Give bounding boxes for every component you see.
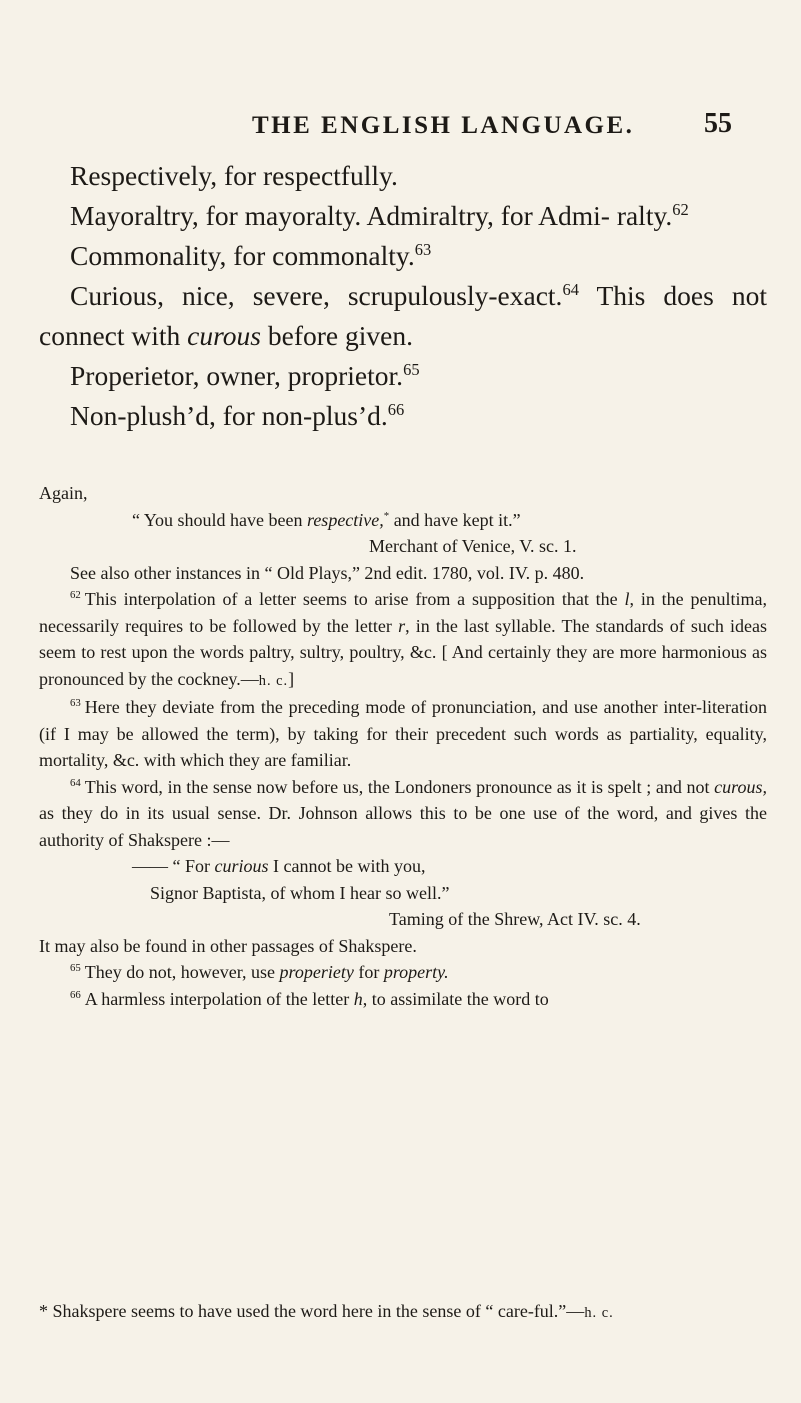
note-64: $^{64}$ This word, in the sense now before us, the Londoners pronounce as it is spelt ; and not curous, as they do in its usual sense. Dr. Johnson allows this to be one use of the word, and gives the authority of Shakspere :— — [39, 776, 767, 850]
footnote-ref: 63 — [414, 239, 432, 259]
see-also-note: See also other instances in “ Old Plays,” 2nd edit. 1780, vol. IV. p. 480. — [70, 562, 585, 583]
footnote-ref: 64 — [562, 279, 579, 299]
note-63: $^{63}$ Here they deviate from the preceding mode of pronunciation, and use another inter-literation (if I may be allowed the term), by taking for their precedent such words as partiality, equality, mortality, &c. with which they are familiar. — [39, 697, 767, 770]
footnote-ref: 62 — [672, 199, 689, 219]
page-title: THE ENGLISH LANGUAGE. — [252, 112, 635, 139]
entry-respectively: Respectively, for respectfully. — [70, 160, 398, 191]
glossary-entries — [39, 156, 767, 436]
footnote-ref: 66 — [387, 399, 405, 419]
again-label: Again, — [39, 483, 88, 503]
star-footnote: * Shakspere seems to have used the word here in the sense of “ care-ful.”—h. c. — [39, 1301, 614, 1321]
note-66: $^{66}$ A harmless interpolation of the letter h, to assimilate the word to — [70, 988, 549, 1009]
running-header — [0, 108, 801, 142]
footnote-marker: * — [39, 1301, 48, 1321]
quote-attribution: Merchant of Venice, V. sc. 1. — [369, 536, 577, 556]
quote-attribution: Taming of the Shrew, Act IV. sc. 4. — [389, 909, 641, 929]
footnote-ref: 65 — [403, 359, 420, 379]
entry-mayoraltry: Mayoraltry, for mayoralty. Admiraltry, for Admi- ralty.$^{62}$ — [70, 199, 689, 231]
entry-non-plushd: Non-plush’d, for non-plus’d.$^{66}$ — [70, 399, 405, 431]
entry-properietor: Properietor, owner, proprietor.$^{65}$ — [70, 359, 420, 391]
also-found-note: It may also be found in other passages of Shakspere. — [39, 935, 417, 956]
page-number: 55 — [704, 108, 732, 139]
notes-section — [39, 480, 767, 1012]
note-65: $^{65}$ They do not, however, use properiety for property. — [70, 962, 449, 982]
note-62: $^{62}$ This interpolation of a letter seems to arise from a supposition that the l, in the penultima, necessarily requires to be followed by the letter r, in the last syllable. The standards of such ideas seem to rest upon the words paltry, sultry, poultry, &c. [ And certainly they are more harmonious as pronounced by the cockney.—h. c.] — [39, 589, 767, 689]
quote-shrew-line2: Signor Baptista, of whom I hear so well.” — [150, 882, 450, 903]
entry-commonality: Commonality, for commonalty.$^{63}$ — [70, 239, 432, 271]
quote-shrew: —— “ For curious I cannot be with you, — [132, 856, 426, 876]
entry-curious: Curious, nice, severe, scrupulously-exact.$^{64}$ This does not connect with curous before given. — [39, 279, 767, 351]
quote-merchant: “ You should have been respective,* and have kept it.” — [132, 509, 521, 530]
